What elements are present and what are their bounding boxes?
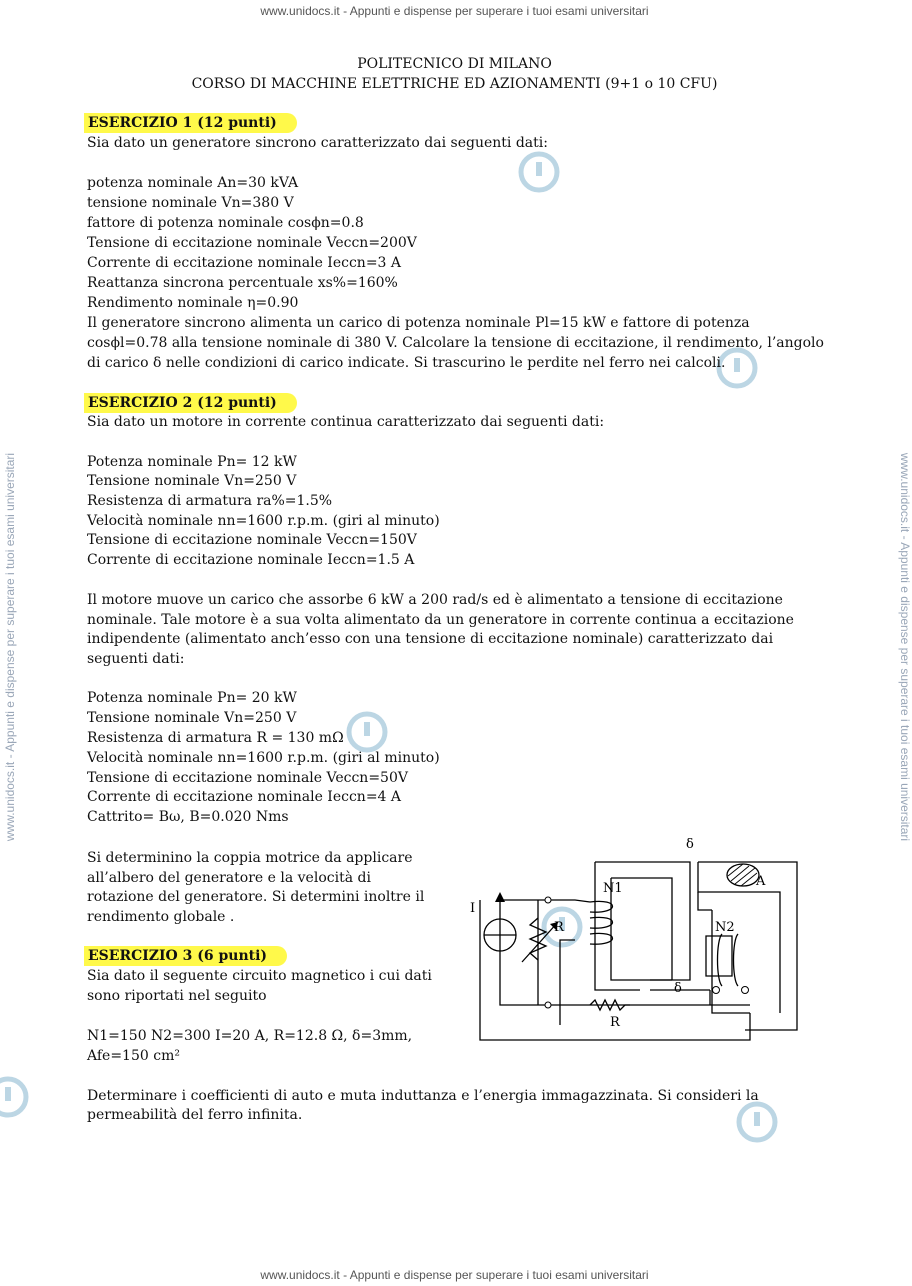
watermark-bottom: www.unidocs.it - Appunti e dispense per superare i tuoi esami universitari	[260, 1268, 649, 1282]
resistor-bottom-label: R	[610, 1015, 620, 1030]
watermark-logo-icon	[735, 1100, 779, 1144]
ex2-question-line: Si determinino la coppia motrice da applicare	[87, 850, 413, 866]
ex2-data2-line: Cattrito= Bω, B=0.020 Nms	[87, 809, 289, 825]
ex2-data-line: Resistenza di armatura ra%=1.5%	[87, 493, 333, 509]
watermark-left: www.unidocs.it - Appunti e dispense per superare i tuoi esami universitari	[3, 452, 17, 842]
ex2-data-line: Corrente di eccitazione nominale Ieccn=1.5 A	[87, 552, 415, 568]
ex2-data-line: Potenza nominale Pn= 12 kW	[87, 454, 297, 470]
armature-label: A	[756, 874, 766, 889]
ex1-data-line: Corrente di eccitazione nominale Ieccn=3 A	[87, 255, 402, 271]
ex1-data-line: fattore di potenza nominale cosϕn=0.8	[87, 215, 364, 231]
ex2-data-line: Velocità nominale nn=1600 r.p.m. (giri al minuto)	[87, 513, 440, 529]
watermark-top: www.unidocs.it - Appunti e dispense per superare i tuoi esami universitari	[260, 4, 649, 18]
ex2-data-line: Tensione nominale Vn=250 V	[87, 473, 297, 489]
ex3-intro-line: sono riportati nel seguito	[87, 988, 267, 1004]
delta-top-label: δ	[686, 837, 694, 852]
ex3-intro-line: Sia dato il seguente circuito magnetico i cui dati	[87, 968, 432, 984]
ex2-text-line: Il motore muove un carico che assorbe 6 kW a 200 rad/s ed è alimentato a tensione di eccitazione	[87, 592, 783, 608]
ex2-data2-line: Velocità nominale nn=1600 r.p.m. (giri al minuto)	[87, 750, 440, 766]
ex2-data2-line: Tensione di eccitazione nominale Veccn=50V	[87, 770, 408, 786]
ex1-data-line: Rendimento nominale η=0.90	[87, 295, 299, 311]
watermark-logo-icon	[517, 150, 561, 194]
magnetic-circuit-diagram	[460, 830, 810, 1050]
ex2-text-line: nominale. Tale motore è a sua volta alimentato da un generatore in corrente continua a eccitazione	[87, 612, 794, 628]
ex2-text-line: seguenti dati:	[87, 651, 185, 667]
ex2-text-line: indipendente (alimentato anch’esso con una tensione di eccitazione nominale) caratterizzato dai	[87, 631, 774, 647]
ex2-data2-line: Potenza nominale Pn= 20 kW	[87, 690, 297, 706]
exercise-1-intro: Sia dato un generatore sincrono caratterizzato dai seguenti dati:	[87, 135, 548, 151]
ex2-question-line: all’albero del generatore e la velocità di	[87, 870, 371, 886]
watermark-logo-icon	[0, 1075, 30, 1119]
delta-gap-label: δ	[674, 981, 682, 996]
ex1-data-line: Tensione di eccitazione nominale Veccn=200V	[87, 235, 417, 251]
n2-label: N2	[715, 920, 735, 935]
watermark-right: www.unidocs.it - Appunti e dispense per superare i tuoi esami universitari	[898, 452, 912, 842]
ex2-data-line: Tensione di eccitazione nominale Veccn=150V	[87, 532, 417, 548]
ex1-data-line: potenza nominale An=30 kVA	[87, 175, 299, 191]
exercise-2-title: ESERCIZIO 2 (12 punti)	[84, 393, 297, 413]
ex2-data2-line: Corrente di eccitazione nominale Ieccn=4 A	[87, 789, 402, 805]
ex2-question-line: rotazione del generatore. Si determini inoltre il	[87, 889, 425, 905]
exercise-3-title: ESERCIZIO 3 (6 punti)	[84, 946, 287, 966]
header-course: CORSO DI MACCHINE ELETTRICHE ED AZIONAMENTI (9+1 o 10 CFU)	[191, 76, 718, 92]
ex1-data-line: tensione nominale Vn=380 V	[87, 195, 294, 211]
ex3-data-line: Afe=150 cm²	[87, 1048, 180, 1064]
current-label: I	[470, 901, 476, 916]
ex3-data-line: N1=150 N2=300 I=20 A, R=12.8 Ω, δ=3mm,	[87, 1028, 413, 1044]
header-university: POLITECNICO DI MILANO	[357, 56, 552, 72]
ex1-text-line: di carico δ nelle condizioni di carico indicate. Si trascurino le perdite nel ferro nei calcoli.	[87, 355, 726, 371]
ex2-data2-line: Tensione nominale Vn=250 V	[87, 710, 297, 726]
ex1-data-line: Reattanza sincrona percentuale xs%=160%	[87, 275, 398, 291]
ex3-text-line: Determinare i coefficienti di auto e muta induttanza e l’energia immagazzinata. Si consideri la	[87, 1088, 759, 1104]
ex1-text-line: cosϕl=0.78 alla tensione nominale di 380 V. Calcolare la tensione di eccitazione, il rendimento, l’angolo	[87, 335, 824, 351]
ex2-question-line: rendimento globale .	[87, 909, 235, 925]
resistor-left-label: R	[554, 920, 564, 935]
ex3-text-line: permeabilità del ferro infinita.	[87, 1107, 303, 1123]
ex2-data2-line: Resistenza di armatura R = 130 mΩ	[87, 730, 344, 746]
exercise-2-intro: Sia dato un motore in corrente continua caratterizzato dai seguenti dati:	[87, 414, 605, 430]
n1-label: N1	[603, 881, 623, 896]
ex1-text-line: Il generatore sincrono alimenta un carico di potenza nominale Pl=15 kW e fattore di potenza	[87, 315, 750, 331]
exercise-1-title: ESERCIZIO 1 (12 punti)	[84, 113, 297, 133]
